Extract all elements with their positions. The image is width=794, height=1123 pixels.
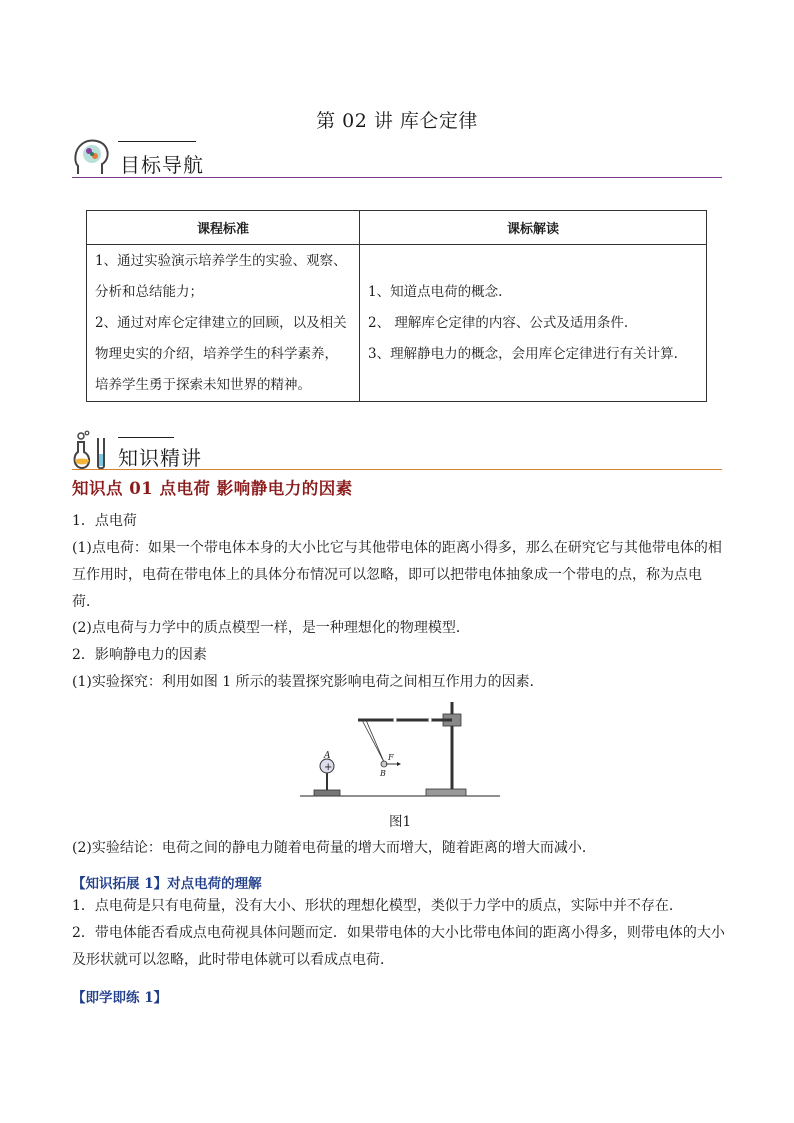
paragraph-line: 互作用时，电荷在带电体上的具体分布情况可以忽略，即可以把带电体抽象成一个带电的点，称为点电 <box>72 567 702 583</box>
extension-line: 及形状就可以忽略，此时带电体就可以看成点电荷． <box>72 952 394 968</box>
paragraph-line: (2)实验结论：电荷之间的静电力随着电荷量的增大而增大，随着距离的增大而减小． <box>72 840 596 856</box>
paragraph-line: (1)点电荷：如果一个带电体本身的大小比它与其他带电体的距离小得多，那么在研究它与其他带电体的相 <box>72 540 722 556</box>
section-divider <box>72 177 722 178</box>
extension-line: 1．点电荷是只有电荷量，没有大小、形状的理想化模型，类似于力学中的质点，实际中并不存在． <box>72 898 683 914</box>
section-title-knowledge: 知识精讲 <box>118 446 202 470</box>
standard-line: 培养学生勇于探索未知世界的精神。 <box>95 376 311 393</box>
table-header-standard: 课程标准 <box>87 211 360 245</box>
standard-line: 1、通过实验演示培养学生的实验、观察、 <box>95 252 347 269</box>
page-title: 第 02 讲 库仑定律 <box>316 110 478 132</box>
table-cell-standard <box>87 245 360 402</box>
extension-line: 2．带电体能否看成点电荷视具体问题而定．如果带电体的大小比带电体间的距离小得多，则带电体的大小 <box>72 925 725 941</box>
paragraph-line: 2．影响静电力的因素 <box>72 647 207 663</box>
curriculum-table <box>86 210 707 402</box>
section-divider <box>72 469 722 470</box>
lab-flask-icon <box>72 430 112 470</box>
label-f: F <box>388 753 394 762</box>
table-header-interpretation: 课标解读 <box>360 211 707 245</box>
brain-icon <box>72 136 112 176</box>
paragraph-line: 1．点电荷 <box>72 513 137 529</box>
interpretation-line: 2、 理解库仑定律的内容、公式及适用条件. <box>368 314 629 331</box>
standard-line: 2、通过对库仑定律建立的回顾，以及相关 <box>95 314 347 331</box>
plus-sign: + <box>324 762 333 773</box>
interpretation-line: 3、理解静电力的概念，会用库仑定律进行有关计算. <box>368 345 678 362</box>
section-topline <box>118 141 196 142</box>
paragraph-line: (1)实验探究：利用如图 1 所示的装置探究影响电荷之间相互作用力的因素． <box>72 674 544 690</box>
extension-heading: 【知识拓展 1】对点电荷的理解 <box>72 876 262 892</box>
section-topline <box>118 437 174 438</box>
knowledge-point-title: 知识点 01 点电荷 影响静电力的因素 <box>72 479 353 498</box>
figure-caption: 图1 <box>388 814 412 830</box>
standard-line: 物理史实的介绍，培养学生的科学素养， <box>95 345 338 362</box>
table-cell-interpretation <box>360 245 707 402</box>
label-a: A <box>324 751 331 761</box>
practice-heading: 【即学即练 1】 <box>72 990 168 1006</box>
section-title-goals: 目标导航 <box>120 153 204 177</box>
paragraph-line: 荷． <box>72 594 100 610</box>
apparatus-figure <box>300 700 500 810</box>
standard-line: 分析和总结能力； <box>95 283 203 300</box>
label-b: B <box>380 769 386 778</box>
paragraph-line: (2)点电荷与力学中的质点模型一样，是一种理想化的物理模型． <box>72 620 470 636</box>
interpretation-line: 1、知道点电荷的概念. <box>368 283 503 300</box>
